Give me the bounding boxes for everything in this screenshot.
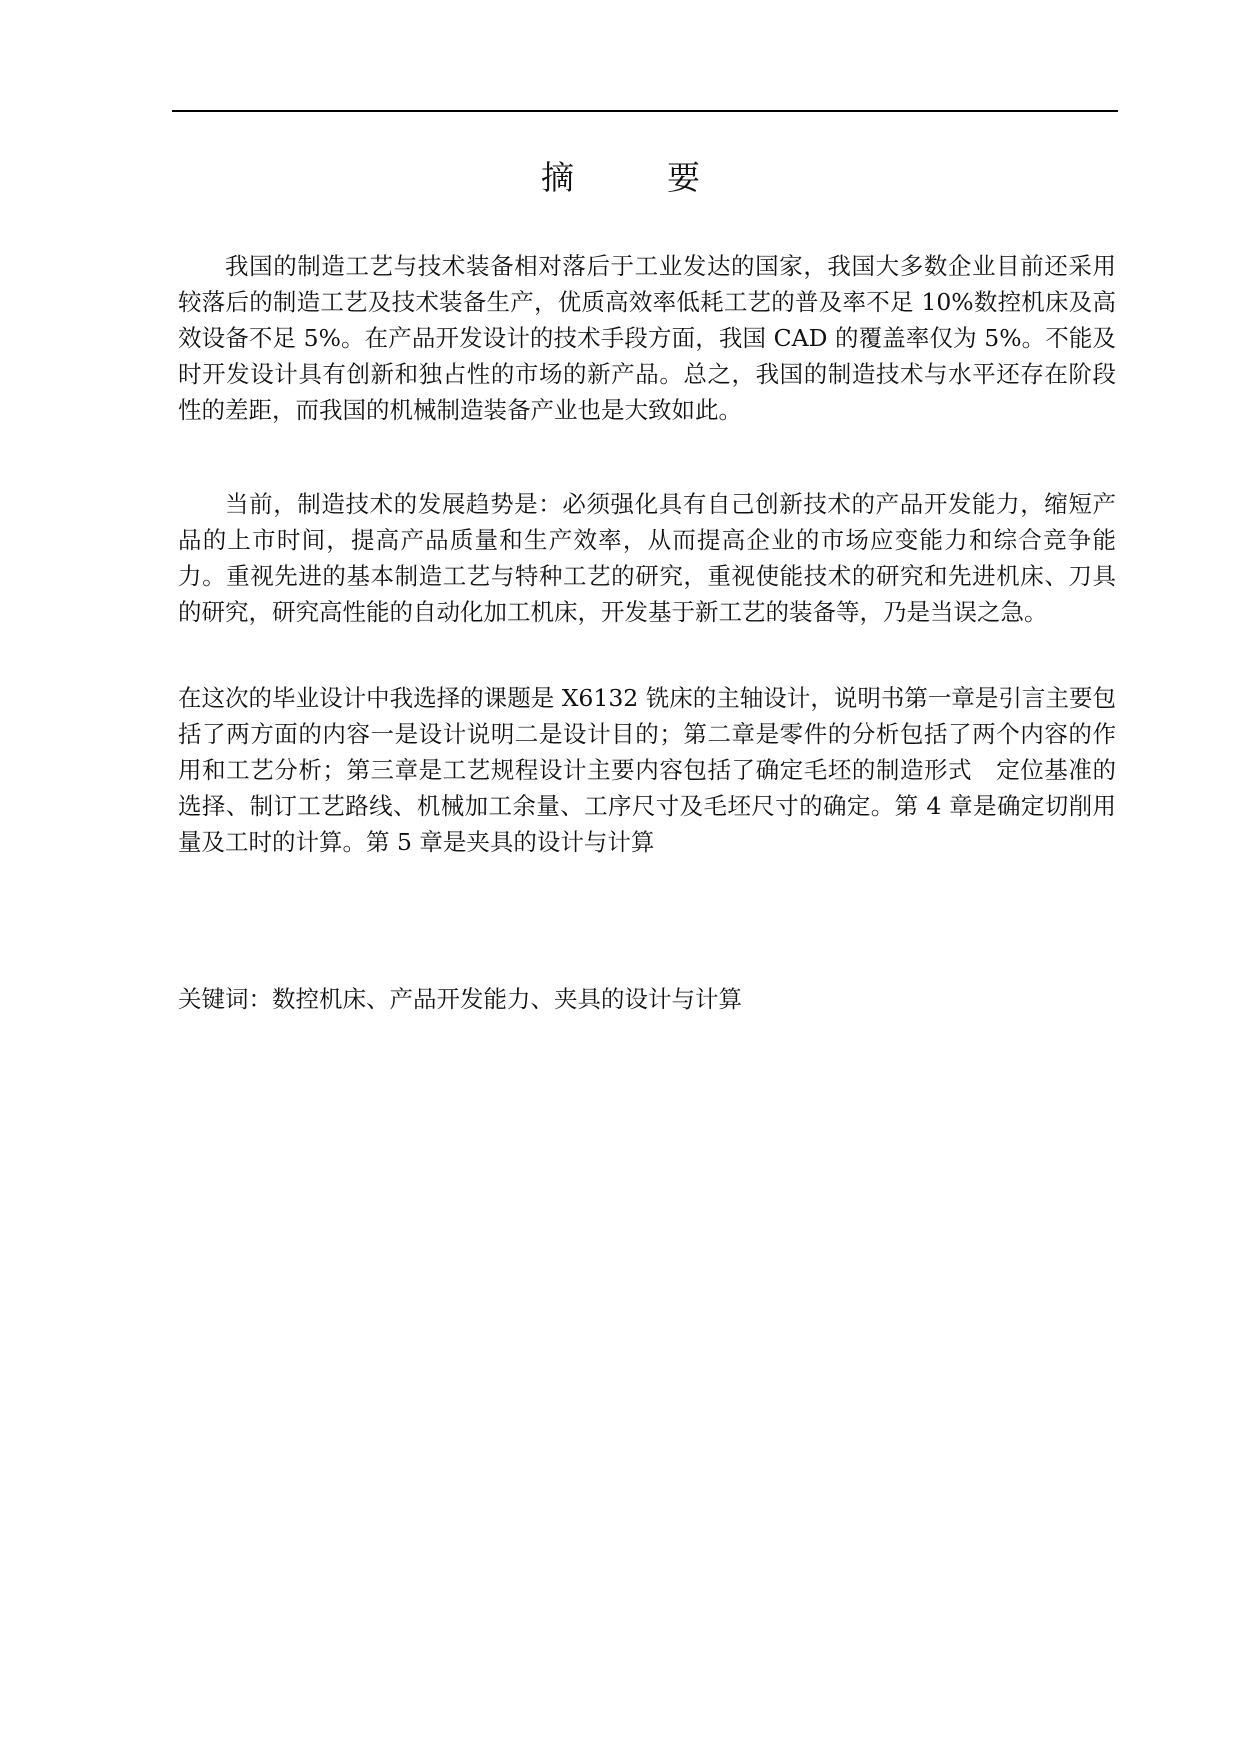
keywords-line: 关键词：数控机床、产品开发能力、夹具的设计与计算 [178,985,742,1013]
header-rule [172,110,1118,112]
abstract-paragraph-1: 我国的制造工艺与技术装备相对落后于工业发达的国家，我国大多数企业目前还采用较落后的制造工艺及技术装备生产，优质高效率低耗工艺的普及率不足 10%数控机床及高效设备不足 5%。在产品开发设计的技术手段方面，我国 CAD 的覆盖率仅为 5%。不能及时开发设计具有创新和独占性的市场的新产品。总之，我国的制造技术与水平还存在阶段性的差距，而我国的机械制造装备产业也是大致如此。 [178,252,1116,424]
abstract-paragraph-3: 在这次的毕业设计中我选择的课题是 X6132 铣床的主轴设计，说明书第一章是引言主要包括了两方面的内容一是设计说明二是设计目的；第二章是零件的分析包括了两个内容的作用和工艺分析；第三章是工艺规程设计主要内容包括了确定毛坯的制造形式 定位基准的选择、制订工艺路线、机械加工余量、工序尺寸及毛坯尺寸的确定。第 4 章是确定切削用量及工时的计算。第 5 章是夹具的设计与计算 [178,684,1116,856]
abstract-paragraph-2: 当前，制造技术的发展趋势是：必须强化具有自己创新技术的产品开发能力，缩短产品的上市时间，提高产品质量和生产效率，从而提高企业的市场应变能力和综合竞争能力。重视先进的基本制造工艺与特种工艺的研究，重视使能技术的研究和先进机床、刀具的研究，研究高性能的自动化加工机床，开发基于新工艺的装备等，乃是当误之急。 [178,490,1116,626]
abstract-title: 摘 要 [541,158,730,197]
